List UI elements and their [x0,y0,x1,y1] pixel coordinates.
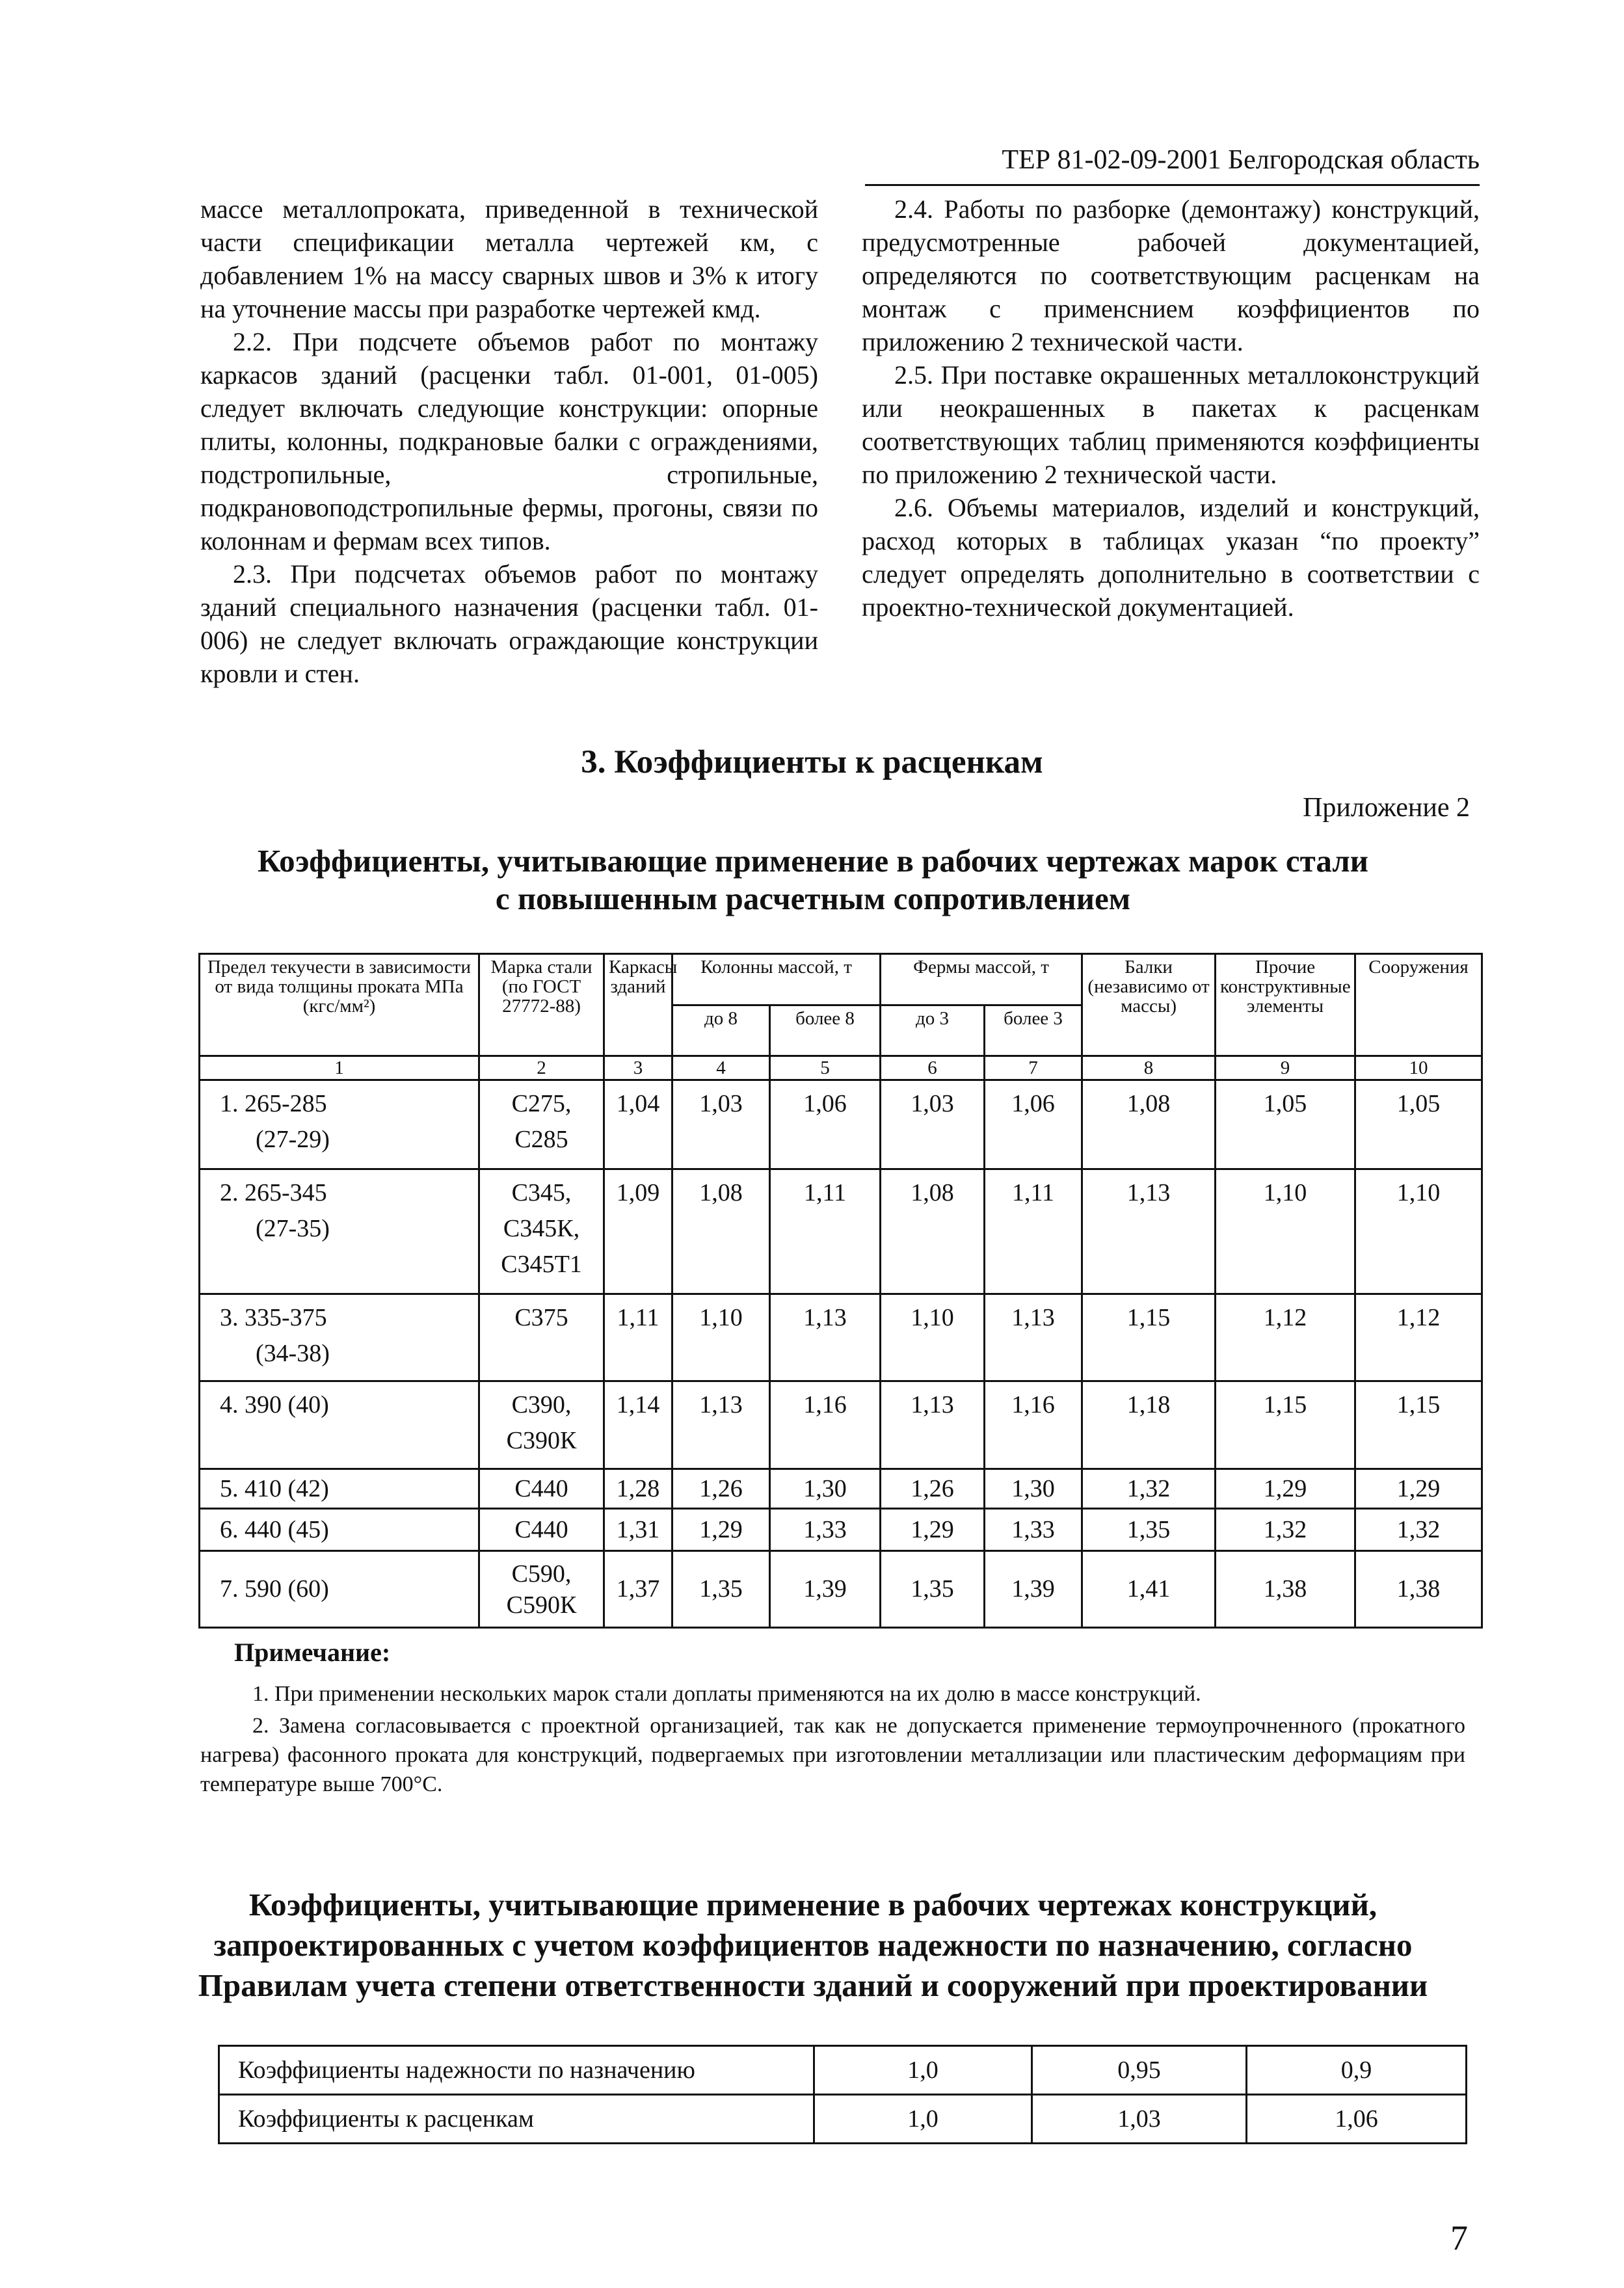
note-heading: Примечание: [234,1638,391,1667]
value-cell: 1,03 [672,1080,770,1169]
paragraph-2-6: 2.6. Объемы материалов, изделий и конструкций, расход которых в таблицах указан “по проекту” следует определять дополнительно в соответствии с проектно-технической документацией. [862,493,1480,622]
value-cell: 1,30 [985,1469,1082,1509]
value-cell: 1,18 [1082,1381,1216,1469]
value-cell: 1,35 [881,1551,985,1628]
header-beams: Балки (независимо от массы) [1082,954,1216,1056]
value-cell: 1,13 [770,1294,881,1381]
left-text-column [200,193,818,690]
value-cell: 1,15 [1082,1294,1216,1381]
value-cell: 1,10 [881,1294,985,1381]
yield-limit-kgf: (27-29) [256,1126,330,1153]
notes [200,1679,1465,1802]
yield-limit: 1. 265-285 [220,1090,327,1117]
header-steel-grade: Марка стали (по ГОСТ 27772-88) [479,954,604,1056]
value-cell: 1,38 [1216,1551,1355,1628]
steel-grade: С390К [506,1427,577,1454]
yield-limit-cell: 5. 410 (42) [200,1469,479,1509]
value-cell: 1,13 [672,1381,770,1469]
col-number: 8 [1082,1056,1216,1080]
value-cell: 1,37 [604,1551,672,1628]
value-cell: 1,06 [770,1080,881,1169]
value-cell: 1,16 [770,1381,881,1469]
col-number: 3 [604,1056,672,1080]
value-cell: 1,32 [1082,1469,1216,1509]
value-cell: 1,04 [604,1080,672,1169]
value-cell: 1,13 [985,1294,1082,1381]
steel-grade: С390, [511,1391,572,1418]
value-cell: 1,26 [881,1469,985,1509]
table-header-row [200,954,1482,1005]
header-structures: Сооружения [1355,954,1482,1056]
value-cell: 0,95 [1032,2046,1247,2095]
table1-title [195,842,1431,918]
value-cell: 1,0 [814,2046,1032,2095]
steel-grade-cell: С440 [479,1509,604,1551]
yield-limit-cell: 7. 590 (60) [200,1551,479,1628]
col-number: 6 [881,1056,985,1080]
appendix-label: Приложение 2 [1303,793,1470,823]
steel-grade-coefficients-table [198,953,1483,1629]
col-number: 9 [1216,1056,1355,1080]
steel-grade: С345К, [503,1215,580,1242]
header-over-3: более 3 [985,1005,1082,1056]
value-cell: 1,09 [604,1169,672,1294]
header-yield-limit: Предел текучести в зависимости от вида толщины проката МПа (кгс/мм²) [200,954,479,1056]
row-label: Коэффициенты к расценкам [219,2095,814,2144]
table-row [200,1169,1482,1294]
note-1: 1. При применении нескольких марок стали доплаты применяются на их долю в массе конструкций. [252,1682,1201,1706]
steel-grade-cell [479,1381,604,1469]
yield-limit-cell [200,1294,479,1381]
yield-limit-cell: 6. 440 (45) [200,1509,479,1551]
paragraph-2-4: 2.4. Работы по разборке (демонтажу) конструкций, предусмотренные рабочей документацией, определяются по соответствующим расценкам на монтаж с применснием коэффициентов по приложению 2 технической части. [862,194,1480,356]
value-cell: 1,29 [1216,1469,1355,1509]
table-row [200,1294,1482,1381]
value-cell: 1,11 [985,1169,1082,1294]
value-cell: 1,29 [881,1509,985,1551]
table2-title-line: Коэффициенты, учитывающие применение в рабочих чертежах конструкций, [248,1887,1378,1922]
yield-limit-kgf: (27-35) [256,1215,330,1242]
header-frames: Каркасы зданий [604,954,672,1056]
yield-limit: 2. 265-345 [220,1179,327,1206]
value-cell: 1,10 [672,1294,770,1381]
value-cell: 1,13 [1082,1169,1216,1294]
value-cell: 1,29 [672,1509,770,1551]
value-cell: 1,08 [672,1169,770,1294]
yield-limit-kgf: (34-38) [256,1340,330,1367]
value-cell: 1,06 [985,1080,1082,1169]
steel-grade: С285 [514,1126,568,1153]
table2-title-line: запроектированных с учетом коэффициентов надежности по назначению, согласно [213,1927,1413,1963]
header-up-to-3: до 3 [881,1005,985,1056]
value-cell: 1,10 [1355,1169,1482,1294]
steel-grade: С345Т1 [501,1251,582,1278]
running-header: ТЕР 81-02-09-2001 Белгородская область [1002,145,1480,175]
section-title: 3. Коэффициенты к расценкам [581,744,1043,780]
value-cell: 1,28 [604,1469,672,1509]
value-cell: 1,05 [1216,1080,1355,1169]
value-cell: 1,16 [985,1381,1082,1469]
table2-title [163,1885,1463,2006]
value-cell: 1,39 [985,1551,1082,1628]
value-cell: 1,03 [881,1080,985,1169]
table-row [200,1080,1482,1169]
value-cell: 1,29 [1355,1469,1482,1509]
value-cell: 1,35 [1082,1509,1216,1551]
header-columns: Колонны массой, т [672,954,881,1005]
steel-grade-cell [479,1551,604,1628]
steel-grade: С345, [511,1179,572,1206]
value-cell: 1,32 [1216,1509,1355,1551]
steel-grade-cell [479,1080,604,1169]
col-number: 2 [479,1056,604,1080]
value-cell: 1,11 [770,1169,881,1294]
value-cell: 1,08 [1082,1080,1216,1169]
steel-grade: С590К [506,1591,577,1619]
value-cell: 0,9 [1247,2046,1467,2095]
table-row [219,2095,1467,2144]
value-cell: 1,05 [1355,1080,1482,1169]
table-row [200,1509,1482,1551]
value-cell: 1,30 [770,1469,881,1509]
yield-limit-cell [200,1169,479,1294]
table2-title-line: Правилам учета степени ответственности зданий и сооружений при проектировании [198,1967,1428,2003]
value-cell: 1,33 [985,1509,1082,1551]
steel-grade-cell: С440 [479,1469,604,1509]
header-trusses: Фермы массой, т [881,954,1082,1005]
value-cell: 1,06 [1247,2095,1467,2144]
column-number-row [200,1056,1482,1080]
col-number: 5 [770,1056,881,1080]
page-number: 7 [1450,2218,1468,2257]
header-over-8: более 8 [770,1005,881,1056]
value-cell: 1,12 [1216,1294,1355,1381]
value-cell: 1,35 [672,1551,770,1628]
right-text-column [862,193,1480,624]
col-number: 4 [672,1056,770,1080]
col-number: 10 [1355,1056,1482,1080]
value-cell: 1,11 [604,1294,672,1381]
value-cell: 1,08 [881,1169,985,1294]
table-row [200,1551,1482,1628]
value-cell: 1,15 [1216,1381,1355,1469]
value-cell: 1,26 [672,1469,770,1509]
paragraph-2-2: 2.2. При подсчете объемов работ по монтажу каркасов зданий (расценки табл. 01-001, 01-005) следует включать следующие конструкции: опорные плиты, колонны, подкрановые балки с ограждениями, подстропильные, стропильные, подкрановоподстропильные фермы, прогоны, связи по колоннам и фермам всех типов. [200,327,818,555]
header-rule [865,184,1480,186]
value-cell: 1,38 [1355,1551,1482,1628]
row-label: Коэффициенты надежности по назначению [219,2046,814,2095]
value-cell: 1,41 [1082,1551,1216,1628]
header-other-elements: Прочие конструктивные элементы [1216,954,1355,1056]
value-cell: 1,15 [1355,1381,1482,1469]
value-cell: 1,39 [770,1551,881,1628]
steel-grade: С590, [511,1560,572,1588]
header-up-to-8: до 8 [672,1005,770,1056]
table-row [200,1381,1482,1469]
yield-limit-cell: 4. 390 (40) [200,1381,479,1469]
table1-title-line: Коэффициенты, учитывающие применение в рабочих чертежах марок стали [258,843,1368,879]
steel-grade-cell: С375 [479,1294,604,1381]
value-cell: 1,31 [604,1509,672,1551]
steel-grade-cell [479,1169,604,1294]
reliability-coefficients-table [218,2045,1467,2144]
table-row [219,2046,1467,2095]
col-number: 1 [200,1056,479,1080]
yield-limit-cell [200,1080,479,1169]
value-cell: 1,0 [814,2095,1032,2144]
col-number: 7 [985,1056,1082,1080]
value-cell: 1,33 [770,1509,881,1551]
paragraph-2-3: 2.3. При подсчетах объемов работ по монтажу зданий специального назначения (расценки табл. 01-006) не следует включать ограждающие конструкции кровли и стен. [200,559,818,688]
value-cell: 1,12 [1355,1294,1482,1381]
note-2: 2. Замена согласовывается с проектной организацией, так как не допускается применение термоупрочненного (прокатного нагрева) фасонного проката для конструкций, подвергаемых при изготовлении металлизации или пластическим деформациям при температуре выше 700°С. [200,1714,1465,1796]
value-cell: 1,14 [604,1381,672,1469]
value-cell: 1,10 [1216,1169,1355,1294]
steel-grade: С275, [511,1090,572,1117]
value-cell: 1,03 [1032,2095,1247,2144]
table1-title-line: с повышенным расчетным сопротивлением [495,881,1131,916]
value-cell: 1,32 [1355,1509,1482,1551]
paragraph: массе металлопроката, приведенной в технической части спецификации металла чертежей км, с добавлением 1% на массу сварных швов и 3% к итогу на уточнение массы при разработке чертежей кмд. [200,194,818,323]
yield-limit: 3. 335-375 [220,1304,327,1331]
value-cell: 1,13 [881,1381,985,1469]
table-row [200,1469,1482,1509]
paragraph-2-5: 2.5. При поставке окрашенных металлоконструкций или неокрашенных в пакетах к расценкам соответствующих таблиц применяются коэффициенты по приложению 2 технической части. [862,360,1480,489]
